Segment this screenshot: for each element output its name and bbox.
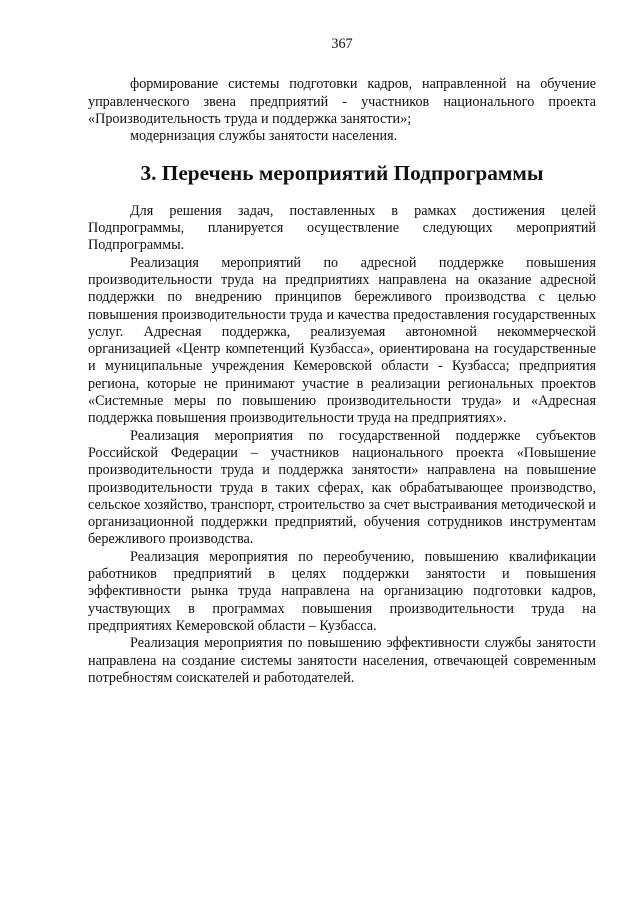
intro-list-item: модернизация службы занятости населения. xyxy=(130,128,398,145)
body-paragraph: Реализация мероприятия по повышению эффективности службы занятости направлена на создание системы занятости населения, отвечающей современным потребностям соискателей и работодателей. xyxy=(88,635,596,686)
intro-list-item: формирование системы подготовки кадров, направленной на обучение управленческого звена предприятий - участников национального проекта «Производительность труда и поддержка занятости»; xyxy=(88,76,596,127)
document-page xyxy=(88,36,596,687)
section-title: 3. Перечень мероприятий Подпрограммы xyxy=(140,161,544,186)
body-paragraph: Для решения задач, поставленных в рамках достижения целей Подпрограммы, планируется осуществление следующих мероприятий Подпрограммы. xyxy=(88,202,596,254)
body-paragraph: Реализация мероприятий по адресной поддержке повышения производительности труда на предприятиях направлена на оказание адресной поддержки по внедрению принципов бережливого производства с целью повышения производительности труда и качества предоставления государственных услуг. Адресная поддержка, реализуемая автономной некоммерческой организацией «Центр компетенций Кузбасса», ориентирована на государственные и муниципальные учреждения Кемеровской области - Кузбасса; предприятия региона, которые не принимают участие в реализации региональных проектов «Системные меры по повышению производительности труда» и «Адресная поддержка повышения производительности труда на предприятиях». xyxy=(88,254,596,427)
body-paragraph: Реализация мероприятия по государственной поддержке субъектов Российской Федерации – участников национального проекта «Повышение производительности труда и поддержка занятости» направлена на повышение производительности труда в таких сферах, как обрабатывающее производство, сельское хозяйство, транспорт, строительство за счет выстраивания методической и организационной поддержки предприятий, обучения сотрудников инструментам бережливого производства. xyxy=(88,427,596,548)
body-paragraph: Реализация мероприятия по переобучению, повышению квалификации работников предприятий в целях поддержки занятости и повышения эффективности рынка труда направлена на организацию подготовки кадров, участвующих в программах повышения производительности труда на предприятиях Кемеровской области – Кузбасса. xyxy=(88,548,596,634)
page-number: 367 xyxy=(331,36,353,52)
